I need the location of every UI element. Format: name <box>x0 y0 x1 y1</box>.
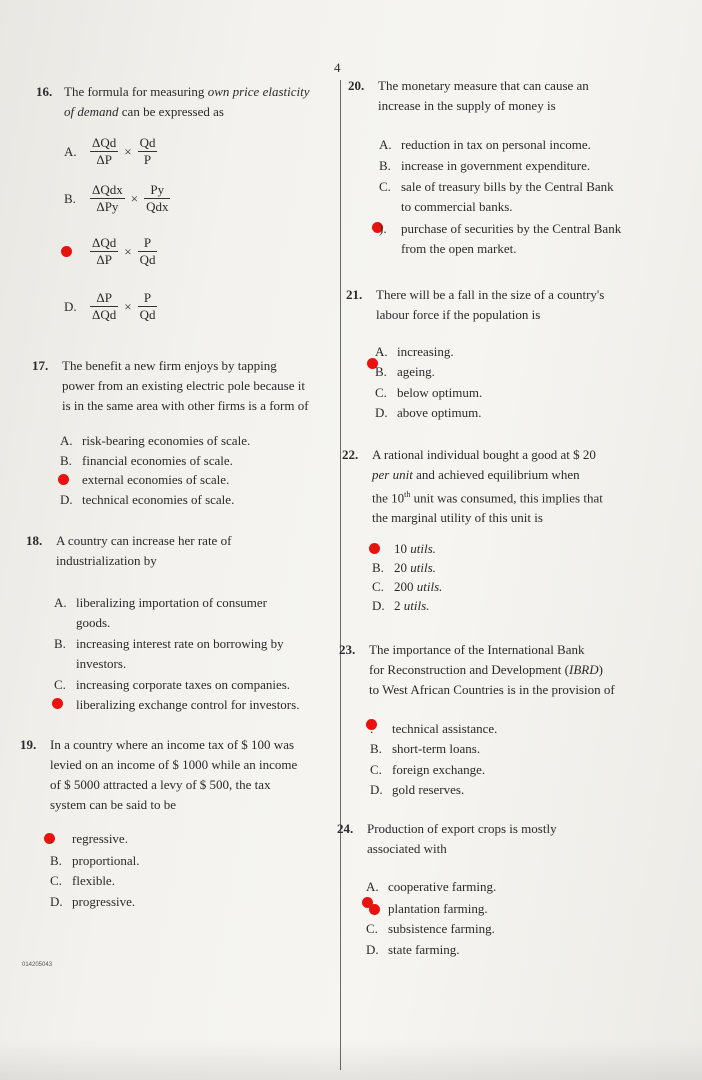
question-21: 21. There will be a fall in the size of a country's labour force if the population is <box>346 285 646 327</box>
option-17b[interactable]: B. financial economies of scale. <box>60 453 233 468</box>
question-text: There will be a fall in the size of a country's labour force if the population is <box>376 287 605 322</box>
question-text: The formula for measuring own price elasticity of demand can be expressed as <box>64 84 310 119</box>
question-text: Production of export crops is mostly associated with <box>367 821 557 856</box>
option-20d[interactable]: ). purchase of securities by the Central Bank from the open market. <box>379 221 622 256</box>
option-24c[interactable]: C. subsistence farming. <box>366 921 495 936</box>
question-18: 18. A country can increase her rate of industrialization by <box>26 531 331 573</box>
option-21c[interactable]: C. below optimum. <box>375 385 483 400</box>
option-21a[interactable]: A. increasing. <box>375 344 454 359</box>
option-18c[interactable]: C. increasing corporate taxes on companies. <box>54 677 291 692</box>
option-22a[interactable]: 10 utils. <box>394 541 436 556</box>
option-24d[interactable]: D. state farming. <box>366 942 460 957</box>
option-16d[interactable]: D. $\frac{\Delta P}{\text{ΔQd}}$ × $\frac{P}{Qd}$ <box>64 290 156 322</box>
fraction: $\frac{Py}{\text{Qdx}}$ <box>146 182 169 214</box>
option-16c[interactable]: $\frac{\text{ΔQd}}{\Delta P}$ × $\frac{P}{Qd}$ <box>92 235 156 267</box>
question-text: The importance of the International Bank for Reconstruction and Development (IBRD) to West African Countries is in the provision of <box>369 642 615 697</box>
option-20c[interactable]: C. sale of treasury bills by the Central Bank to commercial banks. <box>379 179 614 214</box>
option-19b[interactable]: B. proportional. <box>50 853 140 868</box>
question-16 <box>36 82 336 126</box>
question-20: 20. The monetary measure that can cause an increase in the supply of money is <box>348 76 648 118</box>
page-shadow <box>0 1040 702 1080</box>
option-18b[interactable]: B. increasing interest rate on borrowing by investors. <box>54 636 284 671</box>
option-19a[interactable]: . regressive. <box>50 831 128 846</box>
question-22: 22. A rational individual bought a good at $ 20 per unit and achieved equilibrium when the 10th unit was consumed, this implies that the marginal utility of this unit is <box>342 445 647 527</box>
option-24b[interactable]: plantation farming. <box>388 901 488 916</box>
column-divider <box>340 80 341 1070</box>
option-22d[interactable]: D. 2 utils. <box>372 598 430 613</box>
option-20a[interactable]: A. reduction in tax on personal income. <box>379 137 591 152</box>
question-19: 19. In a country where an income tax of $ 100 was levied on an income of $ 1000 while an income of $ 5000 attracted a levy of $ 500, the tax system can be said to be <box>20 735 330 817</box>
fraction: $\frac{Qd}{P}$ <box>139 135 156 167</box>
option-22c[interactable]: C. 200 utils. <box>372 579 443 594</box>
question-number: 16. <box>36 84 53 99</box>
fraction: $\frac{\text{ΔQd}}{\Delta P}$ <box>92 235 117 267</box>
question-text: The monetary measure that can cause an increase in the supply of money is <box>378 78 589 113</box>
question-text: In a country where an income tax of $ 100 was levied on an income of $ 1000 while an income of $ 5000 attracted a levy of $ 500, the tax system can be said to be <box>50 737 298 812</box>
option-16b[interactable]: B. $\frac{\text{ΔQdx}}{\text{ΔPy}}$ × $\frac{Py}{\text{Qdx}}$ <box>64 182 169 214</box>
document-code: 014205043 <box>22 962 53 968</box>
question-23: 23. The importance of the International Bank for Reconstruction and Development (IBRD) to West African Countries is in the provision of <box>339 640 649 702</box>
fraction: $\frac{\Delta P}{\text{ΔQd}}$ <box>92 290 117 322</box>
question-text: A country can increase her rate of industrialization by <box>56 533 232 568</box>
option-24a[interactable]: A. cooperative farming. <box>366 879 497 894</box>
page-number: 4 <box>334 60 341 75</box>
option-19c[interactable]: C. flexible. <box>50 873 115 888</box>
fraction: $\frac{\text{ΔQdx}}{\text{ΔPy}}$ <box>92 182 123 214</box>
option-23b[interactable]: B. short-term loans. <box>370 741 481 756</box>
option-23c[interactable]: C. foreign exchange. <box>370 762 486 777</box>
option-18d[interactable]: liberalizing exchange control for investors. <box>76 697 300 712</box>
option-21d[interactable]: D. above optimum. <box>375 405 482 420</box>
option-18a[interactable]: A. liberalizing importation of consumer goods. <box>54 595 267 630</box>
option-17a[interactable]: A. risk-bearing economies of scale. <box>60 433 251 448</box>
option-16a[interactable]: A. $\frac{\text{ΔQd}}{\Delta P}$ × $\frac{Qd}{P}$ <box>64 135 156 167</box>
question-24: 24. Production of export crops is mostly associated with <box>337 819 637 861</box>
option-19d[interactable]: D. progressive. <box>50 894 136 909</box>
fraction: $\frac{P}{Qd}$ <box>139 235 156 267</box>
question-text: The benefit a new firm enjoys by tapping power from an existing electric pole because it is in the same area with other firms is a form of <box>62 358 309 413</box>
fraction: $\frac{P}{Qd}$ <box>139 290 156 322</box>
option-22b[interactable]: B. 20 utils. <box>372 560 436 575</box>
option-20b[interactable]: B. increase in government expenditure. <box>379 158 591 173</box>
option-21b[interactable]: B. ageing. <box>375 364 435 379</box>
question-17: 17. The benefit a new firm enjoys by tapping power from an existing electric pole because it is in the same area with other firms is a form of <box>32 356 337 418</box>
option-23d[interactable]: D. gold reserves. <box>370 782 465 797</box>
option-17d[interactable]: D. technical economies of scale. <box>60 492 235 507</box>
option-23a[interactable]: . technical assistance. <box>370 721 498 736</box>
option-17c[interactable]: external economies of scale. <box>82 472 230 487</box>
question-text: A rational individual bought a good at $ 20 per unit and achieved equilibrium when the 10th unit was consumed, this implies that the marginal utility of this unit is <box>372 447 603 526</box>
fraction: $\frac{\text{ΔQd}}{\Delta P}$ <box>92 135 117 167</box>
